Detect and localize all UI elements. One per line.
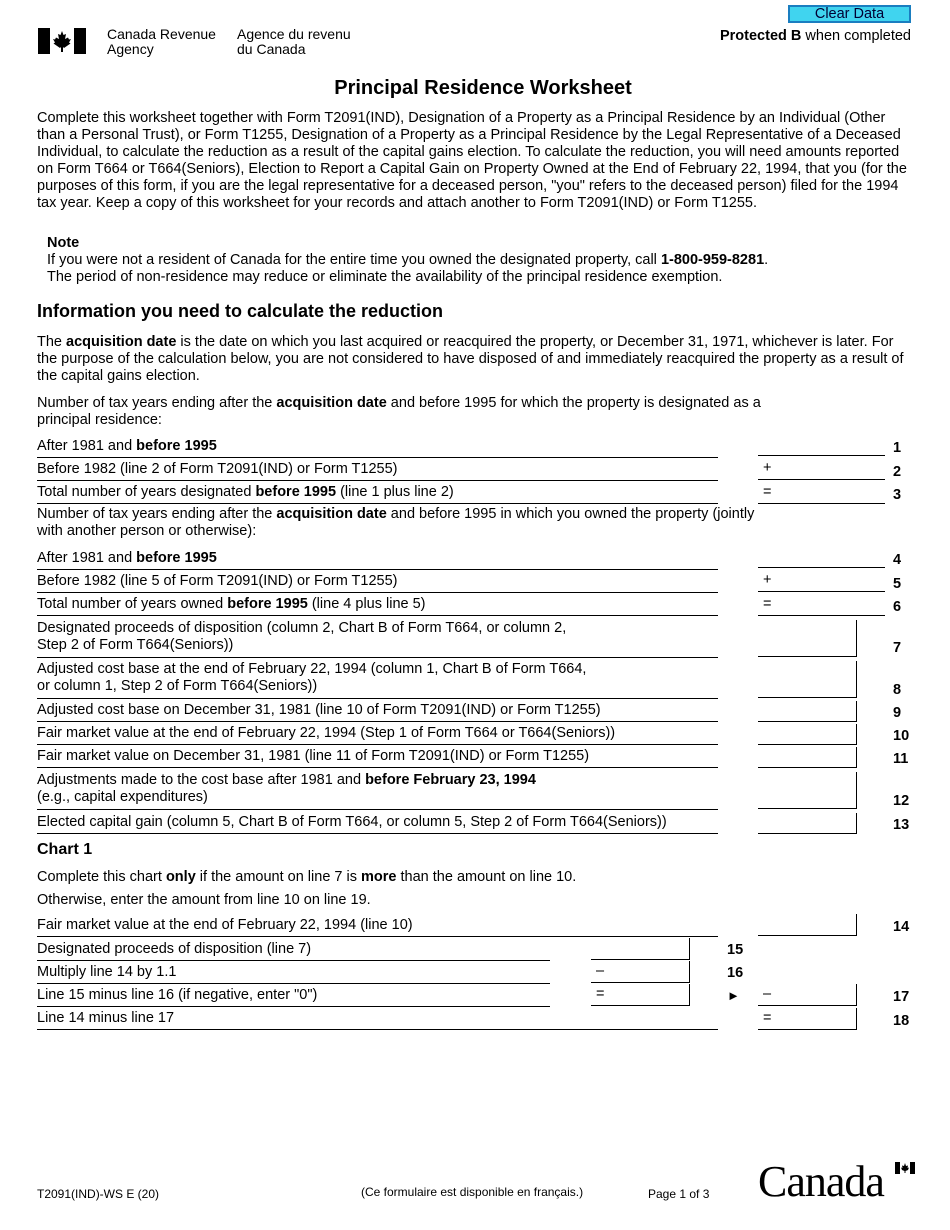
note-heading: Note (47, 235, 80, 251)
line-10-label: Fair market value at the end of February 22, 1994 (Step 1 of Form T664 or T664(Seniors)) (37, 725, 718, 745)
chart-1-instruction: Complete this chart only if the amount on line 7 is more than the amount on line 10. (37, 869, 577, 885)
note-block (47, 235, 907, 286)
line-4-input[interactable] (758, 546, 885, 568)
agency-name-french: Agence du revenu du Canada (237, 26, 351, 57)
form-identifier: T2091(IND)-WS E (20) (37, 1187, 160, 1201)
line-18-input[interactable]: = (758, 1008, 856, 1030)
line-14-cents-divider (856, 914, 857, 936)
group2-intro: Number of tax years ending after the acquisition date and before 1995 in which you owned the property (jointly with another person or otherwise): (37, 506, 755, 539)
line-number-11: 11 (893, 751, 909, 767)
line-2-input[interactable]: + (758, 458, 885, 480)
page-number: Page 1 of 3 (648, 1187, 710, 1201)
line-7-input[interactable] (758, 620, 856, 657)
line-number-7: 7 (893, 640, 902, 656)
agency-name-english: Canada Revenue Agency (107, 26, 216, 57)
line-14-input[interactable] (758, 914, 856, 936)
line-number-1: 1 (893, 440, 902, 456)
line-7-label: Designated proceeds of disposition (column 2, Chart B of Form T664, or column 2, Step 2 of Form T664(Seniors)) (37, 620, 718, 658)
line-10-cents-divider (856, 724, 857, 745)
line-5-label: Before 1982 (line 5 of Form T2091(IND) or Form T1255) (37, 573, 718, 593)
line-8-cents-divider (856, 661, 857, 698)
line-3-label: Total number of years designated before 1995 (line 1 plus line 2) (37, 484, 718, 504)
line-number-14: 14 (893, 919, 910, 935)
line-8-label: Adjusted cost base at the end of February 22, 1994 (column 1, Chart B of Form T664, or column 1, Step 2 of Form T664(Seniors)) (37, 661, 718, 699)
note-line-2: The period of non-residence may reduce or eliminate the availability of the principal residence exemption. (47, 269, 723, 285)
line-15-cents-divider (689, 938, 690, 960)
line-6-input[interactable]: = (758, 594, 885, 616)
phone-number: 1-800-959-8281 (660, 252, 765, 268)
wordmark-flag-icon (895, 1162, 915, 1174)
line-7-cents-divider (856, 620, 857, 657)
line-14-label: Fair market value at the end of February 22, 1994 (line 10) (37, 917, 718, 937)
line-number-17: 17 (893, 989, 910, 1005)
line-11-label: Fair market value on December 31, 1981 (line 11 of Form T2091(IND) or Form T1255) (37, 748, 718, 768)
government-flag-logo (38, 28, 86, 54)
line-number-15: 15 (727, 942, 744, 958)
line-11-input[interactable] (758, 747, 856, 768)
protected-b-label: Protected B when completed (719, 28, 911, 44)
line-12-input[interactable] (758, 772, 856, 809)
line-number-3: 3 (893, 487, 902, 503)
line-number-9: 9 (893, 705, 902, 721)
line-3-input[interactable]: = (758, 482, 885, 504)
line-17-label: Line 15 minus line 16 (if negative, enter "0") (37, 987, 550, 1007)
line-13-label: Elected capital gain (column 5, Chart B of Form T664, or column 5, Step 2 of Form T664(Seniors)) (37, 814, 718, 834)
line-17-left-input[interactable]: = (591, 984, 689, 1006)
line-5-input[interactable]: + (758, 570, 885, 592)
line-number-4: 4 (893, 552, 902, 568)
line-1-input[interactable] (758, 434, 885, 456)
line-18-label: Line 14 minus line 17 (37, 1010, 718, 1030)
line-number-6: 6 (893, 599, 902, 615)
line-13-cents-divider (856, 813, 857, 834)
line-18-cents-divider (856, 1008, 857, 1030)
line-number-18: 18 (893, 1013, 910, 1029)
chart-1-heading: Chart 1 (37, 841, 93, 858)
group1-intro: Number of tax years ending after the acquisition date and before 1995 for which the property is designated as a principal residence: (37, 395, 761, 428)
french-availability-note: (Ce formulaire est disponible en français.) (361, 1185, 584, 1199)
line-number-5: 5 (893, 576, 902, 592)
line-1-label: After 1981 and before 1995 (37, 438, 718, 458)
chart-1-otherwise: Otherwise, enter the amount from line 10 on line 19. (37, 892, 371, 908)
line-10-input[interactable] (758, 724, 856, 745)
carry-forward-arrow-icon: ► (727, 988, 740, 1003)
line-15-input[interactable] (591, 938, 689, 960)
line-2-label: Before 1982 (line 2 of Form T2091(IND) or Form T1255) (37, 461, 718, 481)
line-17-right-input[interactable]: – (758, 984, 856, 1006)
page-title: Principal Residence Worksheet (334, 77, 632, 99)
section-heading: Information you need to calculate the reduction (37, 301, 444, 321)
line-number-13: 13 (893, 817, 910, 833)
clear-data-button[interactable]: Clear Data (788, 5, 911, 23)
line-17-left-cents-divider (689, 984, 690, 1006)
line-8-input[interactable] (758, 661, 856, 698)
line-6-label: Total number of years owned before 1995 (line 4 plus line 5) (37, 596, 718, 616)
line-16-label: Multiply line 14 by 1.1 (37, 964, 550, 984)
line-12-cents-divider (856, 772, 857, 809)
line-12-label: Adjustments made to the cost base after 1981 and before February 23, 1994 (e.g., capital expenditures) (37, 772, 718, 810)
acquisition-date-paragraph: The acquisition date is the date on which you last acquired or reacquired the property, or December 31, 1971, whichever is later. For the purpose of the calculation below, you are not considered to have disposed of and immediately reacquired the property as a result of the capital gains election. (37, 334, 904, 384)
line-number-16: 16 (727, 965, 744, 981)
line-number-10: 10 (893, 728, 910, 744)
line-4-label: After 1981 and before 1995 (37, 550, 718, 570)
line-15-label: Designated proceeds of disposition (line 7) (37, 941, 550, 961)
line-number-12: 12 (893, 793, 910, 809)
line-11-cents-divider (856, 747, 857, 768)
line-number-8: 8 (893, 682, 902, 698)
intro-paragraph: Complete this worksheet together with Form T2091(IND), Designation of a Property as a Principal Residence by an Individual (Other than a Personal Trust), or Form T1255, Designation of a Property as a Principal Residence by the Legal Representative of a Deceased Individual, to calculate the reduction as a result of the capital gains election. To calculate the reduction, you will need amounts reported on Form T664 or T664(Seniors), Election to Report a Capital Gain on Property Owned at the End of February 22, 1994, that you (for the purposes of this form, if you are the legal representative for a deceased person, "you" refers to the deceased person) filed for the 1994 tax year. Keep a copy of this worksheet for your records and attach another to Form T2091(IND) or Form T1255. (37, 110, 907, 211)
canada-wordmark: Canada (758, 1160, 916, 1204)
line-16-cents-divider (689, 961, 690, 983)
line-number-2: 2 (893, 464, 902, 480)
line-16-input[interactable]: – (591, 961, 689, 983)
line-9-cents-divider (856, 701, 857, 722)
line-9-input[interactable] (758, 701, 856, 722)
line-9-label: Adjusted cost base on December 31, 1981 (line 10 of Form T2091(IND) or Form T1255) (37, 702, 718, 722)
line-13-input[interactable] (758, 813, 856, 834)
line-17-right-cents-divider (856, 984, 857, 1006)
note-line-1: If you were not a resident of Canada for the entire time you owned the designated property, call 1-800-959-8281. (47, 252, 769, 268)
